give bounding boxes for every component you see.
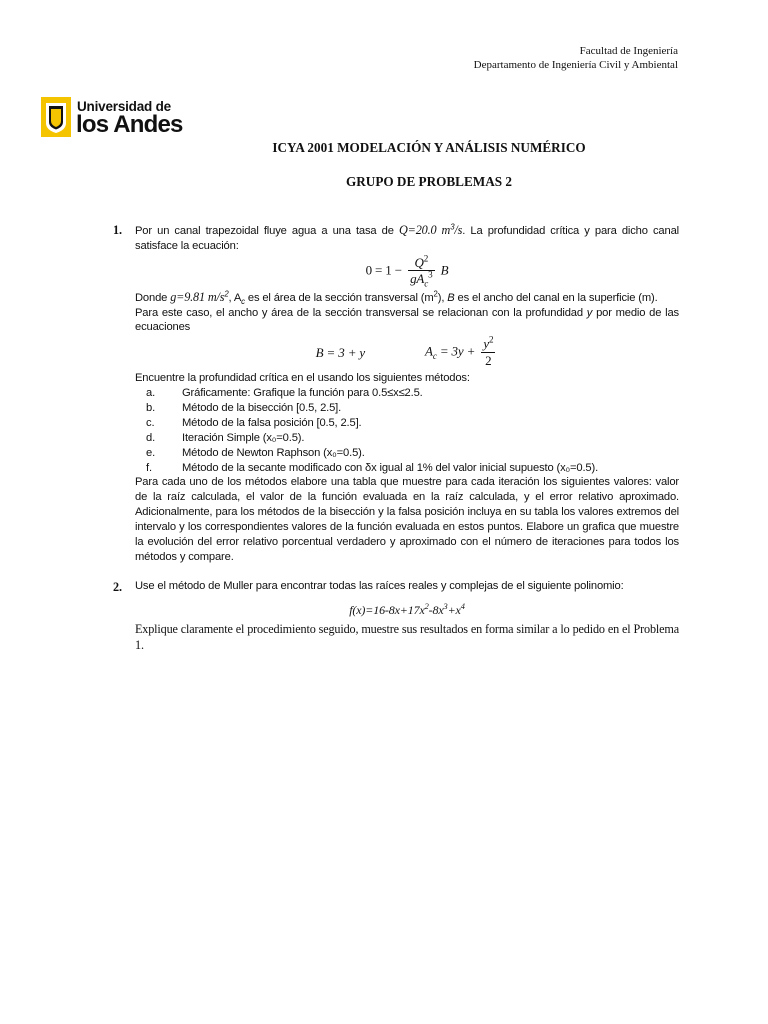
problem-2-closing: Explique claramente el procedimiento seguido, muestre sus resultados en forma similar a lo pedido en el Problema 1. — [135, 621, 679, 652]
problem-list — [113, 222, 679, 653]
area-equation: $A_c = 3y$ + $\frac{y^2}{2}$ — [425, 335, 494, 368]
problem-1-definitions: Donde g=9.81 $m/s^2$, $A_c$ es el área de la sección transversal $(m^2)$, B es el ancho del canal en la superficie (m). — [135, 288, 658, 306]
geometry-equations — [135, 337, 679, 368]
problem-2-number: 2. — [113, 579, 122, 594]
logo-text-line1: Universidad de — [77, 99, 171, 114]
problem-1-closing: Para cada uno de los métodos elabore una tabla que muestre para cada iteración los siguientes valores: valor de la raíz calculada, el valor de la función evaluada en la raíz calculada, y el error relativo aproximado. Adicionalmente, para los métodos de la bisección y la falsa posición incluya en su tabla los valores extremos del intervalo y los correspondientes valores de la función evaluada en estos puntos. Elabore un grafica que muestre la evolución del error relativo porcentual verdadero y aproximado con el número de iteraciones para todos los métodos y compare. — [135, 476, 679, 563]
problem-2 — [113, 579, 679, 653]
university-shield-icon — [41, 97, 71, 137]
list-item: b. Método de la bisección [0.5, 2.5]. — [146, 402, 342, 415]
problem-set-title: GRUPO DE PROBLEMAS 2 — [346, 173, 512, 189]
methods-intro: Encuentre la profundidad crítica en el usando los siguientes métodos: — [135, 372, 470, 385]
problem-1-number: 1. — [113, 223, 122, 237]
faculty-name: Facultad de Ingeniería — [579, 45, 678, 57]
list-item: c. Método de la falsa posición [0.5, 2.5]. — [146, 416, 362, 429]
list-item: d. Iteración Simple (x₀=0.5). — [146, 431, 305, 444]
page-header — [474, 44, 678, 73]
list-item: e. Método de Newton Raphson (x₀=0.5). — [146, 446, 365, 459]
document-title — [0, 140, 768, 190]
critical-depth-equation: 0 = 1 − $\frac{Q^2}{gA_c^3}$ B — [365, 253, 449, 289]
logo-text-line2: los Andes — [76, 111, 183, 138]
course-title: ICYA 2001 MODELACIÓN Y ANÁLISIS NUMÉRICO — [272, 140, 586, 155]
department-name: Departamento de Ingeniería Civil y Ambiental — [473, 59, 678, 72]
polynomial: $f(x)=16-8x+17x^2-8x^3+x^4$ — [349, 601, 465, 617]
list-item: a. Gráficamente: Grafique la función para 0.5≤x≤2.5. — [146, 387, 423, 400]
methods-list — [135, 386, 679, 475]
university-logo — [41, 97, 181, 137]
problem-1-intro: Por un canal trapezoidal fluye agua a una tasa de Q=20.0 $m^3/s$. La profundidad crítica y para dicho canal satisface la ecuación: — [135, 222, 679, 252]
problem-2-intro: Use el método de Muller para encontrar todas las raíces reales y complejas de el siguiente polinomio: — [135, 579, 624, 592]
list-item: f. Método de la secante modificado con δx igual al 1% del valor inicial supuesto (x₀=0.5). — [146, 461, 599, 474]
problem-1 — [113, 222, 679, 565]
problem-1-relation: Para este caso, el ancho y área de la sección transversal se relacionan con la profundidad y por medio de las ecuaciones — [135, 306, 679, 334]
width-equation: B = 3 + y — [315, 345, 366, 361]
